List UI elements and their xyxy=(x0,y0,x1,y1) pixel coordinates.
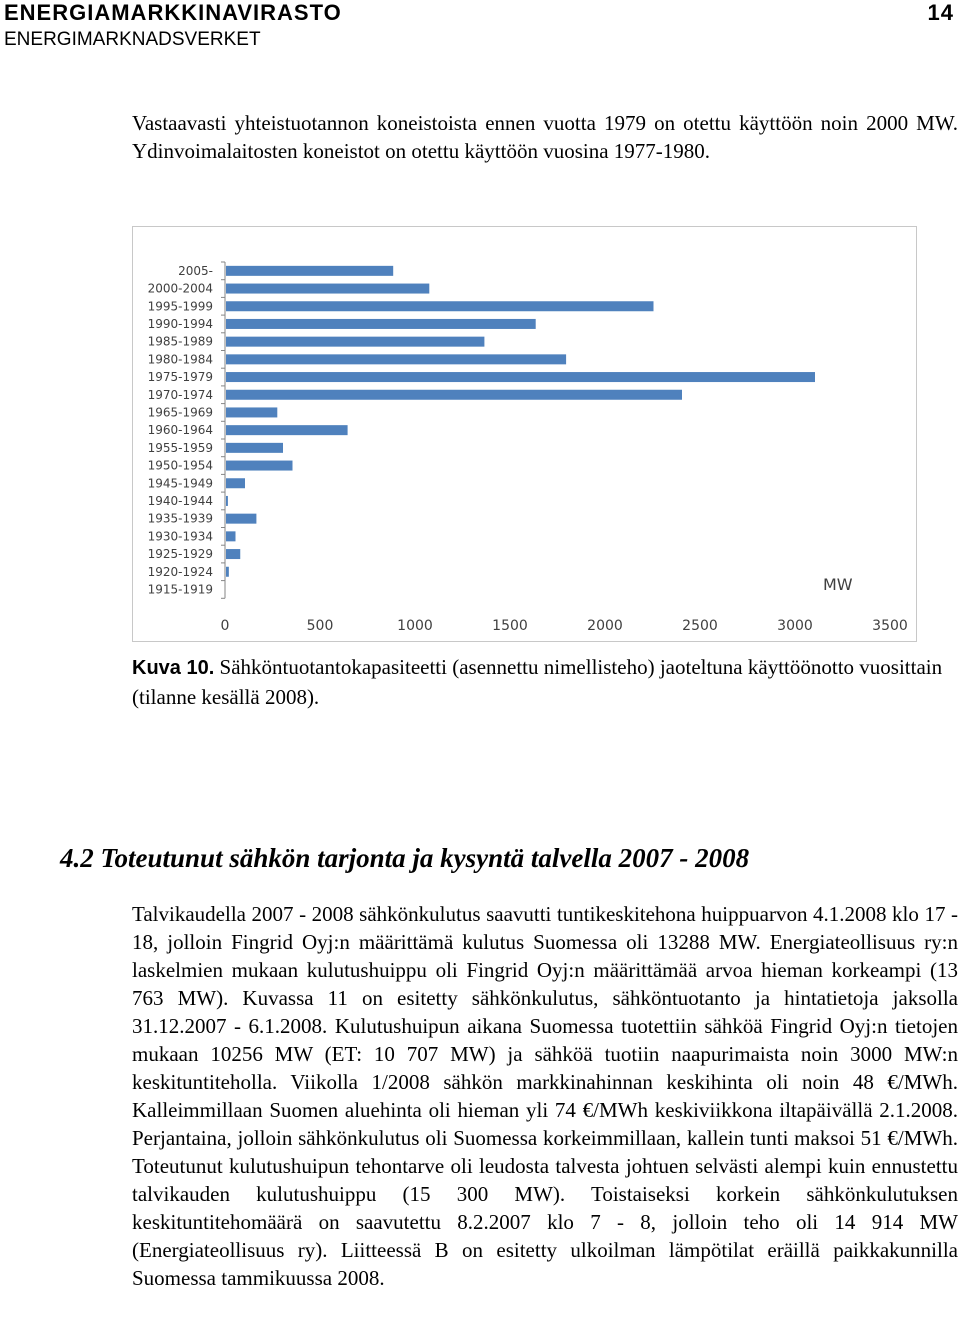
x-tick-label: 1500 xyxy=(492,618,528,634)
y-tick-label: 1995-1999 xyxy=(147,299,213,314)
y-tick-label: 1940-1944 xyxy=(147,493,213,508)
unit-label: MW xyxy=(823,575,853,594)
bar xyxy=(226,514,256,524)
y-tick-label: 1955-1959 xyxy=(147,440,213,455)
y-tick-label: 1915-1919 xyxy=(147,582,213,597)
bar xyxy=(226,301,654,311)
y-tick-label: 1930-1934 xyxy=(147,529,213,544)
x-tick-label: 3500 xyxy=(872,618,908,634)
document-header-subtitle: ENERGIMARKNADSVERKET xyxy=(4,29,261,50)
document-header-title: ENERGIAMARKKINAVIRASTO xyxy=(4,0,342,25)
bar xyxy=(226,407,277,417)
x-tick-label: 3000 xyxy=(777,618,813,634)
x-tick-label: 2000 xyxy=(587,618,623,634)
y-tick-label: 1920-1924 xyxy=(147,564,213,579)
x-tick-label: 500 xyxy=(306,618,334,634)
bar xyxy=(226,567,229,577)
y-tick-label: 1960-1964 xyxy=(147,423,213,438)
y-tick-label: 1925-1929 xyxy=(147,547,213,562)
bar xyxy=(226,284,429,294)
y-tick-label: 1950-1954 xyxy=(147,458,213,473)
bar xyxy=(226,390,682,400)
bar xyxy=(226,266,393,276)
bar xyxy=(226,461,293,471)
page-number: 14 xyxy=(927,0,954,25)
bar xyxy=(226,337,484,347)
x-tick-label: 1000 xyxy=(397,618,433,634)
capacity-bar-chart xyxy=(133,227,918,643)
y-tick-label: 1975-1979 xyxy=(147,370,213,385)
chart-area xyxy=(132,226,917,642)
figure-caption-text: Sähköntuotantokapasiteetti (asennettu nimellisteho) jaoteltuna käyttöönotto vuosittain (tilanne kesällä 2008). xyxy=(132,655,943,709)
intro-paragraph: Vastaavasti yhteistuotannon koneistoista ennen vuotta 1979 on otettu käyttöön noin 2000 MW. Ydinvoimalaitosten koneistot on otettu käyttöön vuosina 1977-1980. xyxy=(132,111,958,163)
bar xyxy=(226,425,348,435)
bar xyxy=(226,496,228,506)
y-tick-label: 2000-2004 xyxy=(147,281,213,296)
y-tick-label: 1980-1984 xyxy=(147,352,213,367)
bar xyxy=(226,319,536,329)
bar xyxy=(226,372,815,382)
body-paragraph: Talvikaudella 2007 - 2008 sähkönkulutus saavutti tuntikeskitehona huippuarvon 4.1.2008 klo 17 - 18, jolloin Fingrid Oyj:n määrittämä kulutus Suomessa oli 13288 MW. Energiateollisuus ry:n laskelmien mukaan kulutushuippu oli Fingrid Oyj:n määrittämää arvoa hieman korkeampi (13 763 MW). Kuvassa 11 on esitetty sähkönkulutus, sähköntuotanto ja hintatietoja jaksolla 31.12.2007 - 6.1.2008. Kulutushuipun aikana Suomessa tuotettiin sähköä Fingrid Oyj:n tietojen mukaan 10256 MW (ET: 10 707 MW) ja sähköä tuotiin naapurimaista noin 3000 MW:n keskituntiteholla. Viikolla 1/2008 sähkön markkinahinnan keskihinta oli noin 48 €/MWh. Kalleimmillaan Suomen aluehinta oli hieman yli 74 €/MWh keskiviikkona iltapäivällä 2.1.2008. Perjantaina, jolloin sähkönkulutus oli Suomessa korkeimmillaan, kallein tunti maksoi 51 €/MWh. Toteutunut kulutushuipun tehontarve oli leudosta talvesta johtuen selvästi alempi kuin ennustettu talvikauden kulutushuippu (15 300 MW). Toistaiseksi korkein sähkönkulutuksen keskituntitehomäärä on saavutettu 8.2.2007 klo 7 - 8, jolloin teho oli 14 914 MW (Energiateollisuus ry). Liitteessä B on esitetty ulkoilman lämpötilat eräillä paikkakunnilla Suomessa tammikuussa 2008. xyxy=(132,902,958,1290)
y-tick-label: 2005- xyxy=(178,263,213,278)
y-tick-label: 1935-1939 xyxy=(147,511,213,526)
bar xyxy=(226,531,236,541)
bar xyxy=(226,443,283,453)
figure-caption xyxy=(132,653,958,712)
y-tick-label: 1985-1989 xyxy=(147,334,213,349)
y-tick-label: 1990-1994 xyxy=(147,316,213,331)
bar xyxy=(226,354,566,364)
bar xyxy=(226,549,240,559)
y-tick-label: 1965-1969 xyxy=(147,405,213,420)
x-tick-label: 2500 xyxy=(682,618,718,634)
y-tick-label: 1945-1949 xyxy=(147,476,213,491)
section-heading: 4.2 Toteutunut sähkön tarjonta ja kysyntä talvella 2007 - 2008 xyxy=(60,843,750,873)
x-tick-label: 0 xyxy=(220,618,230,634)
bar xyxy=(226,478,245,488)
figure-label: Kuva 10. xyxy=(132,657,215,679)
y-tick-label: 1970-1974 xyxy=(147,387,213,402)
